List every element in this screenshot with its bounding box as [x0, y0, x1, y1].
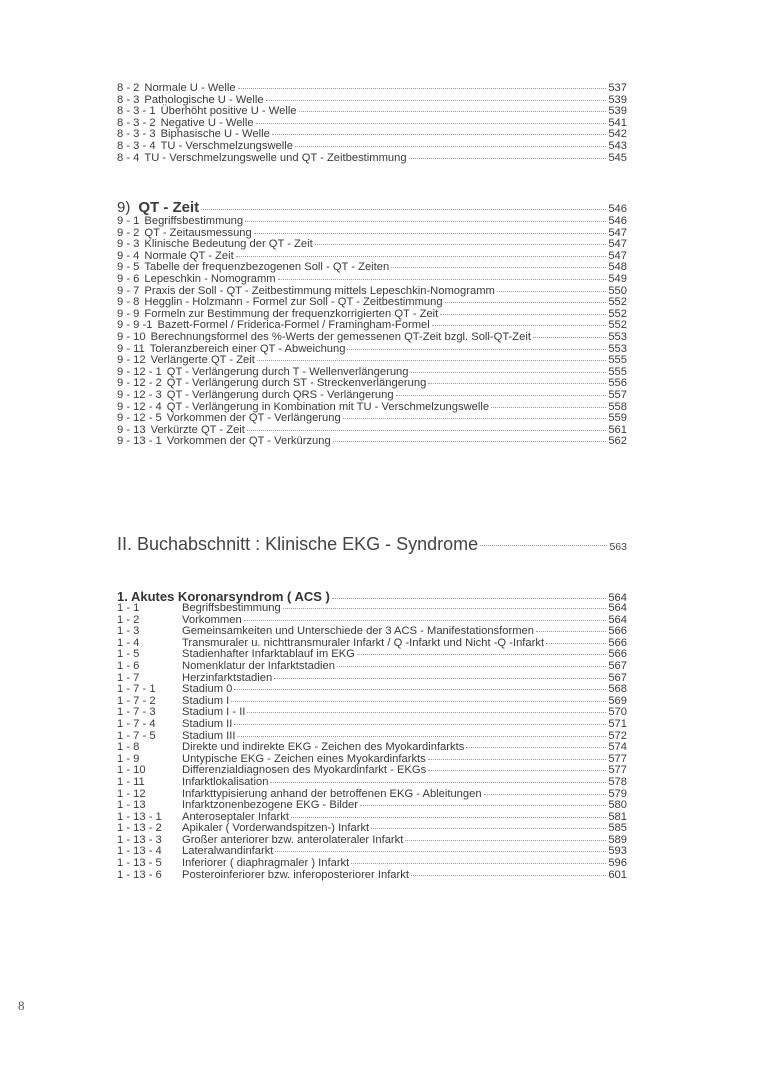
toc-entry[interactable] [117, 83, 627, 95]
toc-entry-page: 564 [608, 602, 627, 614]
toc-entry[interactable] [117, 216, 627, 228]
toc-entry-title: Untypische EKG - Zeichen eines Myokardinfarkts [182, 752, 426, 765]
toc-entry-title: QT - Verlängerung durch T - Wellenverlängerung [166, 365, 409, 378]
toc-entry[interactable] [117, 661, 627, 673]
toc-entry-page: 561 [608, 423, 627, 436]
toc-entry-number: 1 - 4 [117, 636, 140, 649]
toc-entry-number: 1 - 7 [117, 671, 140, 684]
toc-entry-page: 555 [608, 365, 627, 378]
dot-leader [245, 221, 606, 222]
toc-entry-title: Verkürzte QT - Zeit [150, 423, 245, 436]
toc-entry-title: Transmuraler u. nichttransmuraler Infarkt / Q -Infarkt und Nicht -Q -Infarkt [182, 636, 545, 649]
dot-leader [234, 724, 606, 725]
toc-entry-number: 1 - 13 - 2 [117, 822, 162, 835]
toc-section-8 [117, 83, 627, 164]
toc-entry[interactable] [117, 274, 627, 286]
toc-entry-number: 9 - 5 [117, 261, 140, 274]
dot-leader [371, 828, 606, 829]
dot-leader [256, 123, 607, 124]
toc-entry-page: 537 [608, 82, 627, 94]
toc-entry-title: Formeln zur Bestimmung der frequenzkorrigierten QT - Zeit [144, 307, 439, 320]
toc-entry[interactable] [117, 603, 627, 615]
toc-entry-page: 543 [608, 139, 627, 152]
toc-entry-title: Posteroinferiorer bzw. inferoposteriorer Infarkt [182, 868, 409, 881]
dot-leader [411, 372, 607, 373]
toc-entry-title: Stadium III [182, 729, 236, 742]
toc-entry-title: Direkte und indirekte EKG - Zeichen des Myokardinfarkts [182, 741, 465, 754]
dot-leader [491, 407, 606, 408]
toc-entry[interactable] [117, 141, 627, 153]
toc-entry-number: 8 - 4 [117, 151, 140, 164]
dot-leader [445, 302, 607, 303]
toc-entry-title: QT - Zeitausmessung [144, 226, 252, 239]
toc-entry-title: QT - Verlängerung in Kombination mit TU - Verschmelzungswelle [166, 400, 490, 413]
toc-entry-title: Lateralwandinfarkt [182, 845, 274, 858]
toc-entry-title: Toleranzbereich einer QT - Abweichung [149, 342, 346, 355]
dot-leader [201, 209, 606, 210]
toc-entry-title: Biphasische U - Welle [160, 128, 270, 141]
toc-entry-title: Pathologische U - Welle [144, 93, 264, 106]
dot-leader [428, 770, 606, 771]
toc-entry-number: 1 - 13 - 5 [117, 857, 162, 870]
dot-leader [428, 759, 607, 760]
toc-entry-number: 1 - 7 - 4 [117, 717, 156, 730]
dot-leader [351, 863, 606, 864]
dot-leader [391, 267, 606, 268]
toc-heading-part-2[interactable] [117, 534, 627, 554]
toc-entry-title: Nomenklatur der Infarktstadien [182, 659, 335, 672]
toc-entry-page: 568 [608, 683, 627, 696]
toc-entry-number: 8 - 3 [117, 93, 140, 106]
dot-leader [234, 689, 606, 690]
toc-entry-number: 9 - 10 [117, 330, 146, 343]
toc-entry-page: 580 [608, 799, 627, 812]
toc-section-9-entries [117, 216, 627, 448]
toc-entry-number: 9 - 13 - 1 [117, 435, 162, 448]
toc-entry[interactable] [117, 719, 627, 731]
dot-leader [237, 736, 606, 737]
toc-entry-title: Stadium 0 [182, 683, 233, 696]
toc-entry-number: 1 - 10 [117, 764, 146, 777]
toc-entry-page: 577 [608, 764, 627, 777]
dot-leader [247, 712, 606, 713]
toc-entry-number: 1 - 1 [117, 602, 140, 614]
dot-leader [480, 545, 607, 546]
toc-entry-number: 9 - 12 - 5 [117, 412, 162, 425]
toc-entry-number: 1 - 13 [117, 799, 146, 812]
dot-leader [278, 279, 607, 280]
toc-entry-page: 566 [608, 625, 627, 638]
toc-entry[interactable] [117, 436, 627, 448]
dot-leader [347, 349, 606, 350]
toc-entry-page: 596 [608, 857, 627, 870]
toc-entry-page: 585 [608, 822, 627, 835]
toc-entry-number: 9 - 1 [117, 215, 140, 227]
toc-section-9 [117, 200, 627, 448]
toc-entry-page: 547 [608, 249, 627, 262]
toc-entry-page: 574 [608, 741, 627, 754]
toc-entry-page: 578 [608, 775, 627, 788]
toc-entry-number: 1 - 8 [117, 741, 140, 754]
toc-entry[interactable] [117, 858, 627, 870]
toc-entry-title: Lepeschkin - Nomogramm [144, 272, 276, 285]
toc-entry-number: 8 - 3 - 1 [117, 105, 156, 118]
toc-entry-page: 570 [608, 706, 627, 719]
toc-entry-page: 566 [608, 648, 627, 661]
toc-entry-number: 9 - 12 - 1 [117, 365, 162, 378]
toc-entry-number: 9 - 11 [117, 342, 145, 355]
dot-leader [337, 666, 606, 667]
toc-entry-title: Klinische Bedeutung der QT - Zeit [144, 238, 313, 251]
toc-entry-page: 566 [608, 636, 627, 649]
toc-entry-title: Inferiorer ( diaphragmaler ) Infarkt [182, 857, 350, 870]
dot-leader [409, 158, 607, 159]
toc-entry-number: 1 - 11 [117, 775, 145, 788]
toc-entry-title: Bazett-Formel / Friderica-Formel / Framingham-Formel [157, 319, 430, 332]
dot-leader [360, 805, 606, 806]
toc-entry-number: 8 - 3 - 4 [117, 139, 156, 152]
toc-entry-title: QT - Zeit [138, 199, 200, 216]
toc-entry[interactable] [117, 742, 627, 754]
toc-entry-number: 9) [117, 199, 131, 216]
toc-entry[interactable] [117, 390, 627, 402]
toc-entry-title: Stadium II [182, 717, 233, 730]
dot-leader [343, 418, 607, 419]
toc-entry-page: 572 [608, 729, 627, 742]
toc-entry-page: 547 [608, 238, 627, 251]
dot-leader [440, 314, 606, 315]
dot-leader [315, 244, 607, 245]
toc-entry-page: 559 [608, 412, 627, 425]
toc-entry-title: Normale QT - Zeit [144, 249, 234, 262]
toc-heading-qt-zeit[interactable] [117, 200, 627, 215]
dot-leader [283, 608, 607, 609]
toc-entry-number: 1 - 7 - 2 [117, 694, 156, 707]
toc-entry-page: 556 [608, 377, 627, 390]
toc-entry-title: Infarkttypisierung anhand der betroffenen EKG - Ableitungen [182, 787, 482, 800]
toc-entry-page: 564 [608, 613, 627, 626]
dot-leader [236, 256, 607, 257]
dot-leader [332, 598, 606, 599]
toc-entry-page: 542 [608, 128, 627, 141]
toc-entry-number: 9 - 12 - 2 [117, 377, 162, 390]
toc-section-1-entries [117, 603, 627, 881]
dot-leader [274, 678, 606, 679]
toc-entry-page: 558 [608, 400, 627, 413]
dot-leader [536, 631, 606, 632]
toc-entry-page: 567 [608, 671, 627, 684]
toc-entry-title: Begriffsbestimmung [144, 215, 244, 227]
dot-leader [244, 620, 607, 621]
toc-entry[interactable] [117, 413, 627, 425]
toc-entry-title: Vorkommen [182, 613, 242, 626]
dot-leader [295, 146, 606, 147]
toc-entry-title: Stadium I [182, 694, 230, 707]
dot-leader [411, 875, 606, 876]
toc-entry-page: 549 [608, 272, 627, 285]
toc-entry-page: 569 [608, 694, 627, 707]
toc-entry-page: 539 [608, 105, 627, 118]
toc-entry-number: 9 - 13 [117, 423, 146, 436]
toc-entry-number: 9 - 4 [117, 249, 140, 262]
toc-entry-title: Stadium I - II [182, 706, 246, 719]
toc-entry-number: 1 - 3 [117, 625, 140, 638]
toc-entry-title: Infarktlokalisation [182, 775, 269, 788]
toc-entry-page: 539 [608, 93, 627, 106]
dot-leader [396, 395, 607, 396]
toc-entry-number: 8 - 3 - 3 [117, 128, 156, 141]
toc-entry-number: 1 - 12 [117, 787, 146, 800]
toc-entry-title: Infarktzonenbezogene EKG - Bilder [182, 799, 358, 812]
toc-entry-title: Anteroseptaler Infarkt [182, 810, 289, 823]
toc-entry-title: Großer anteriorer bzw. anterolateraler Infarkt [182, 833, 404, 846]
toc-entry-title: Herzinfarktstadien [182, 671, 273, 684]
toc-entry-number: 1 - 6 [117, 659, 140, 672]
dot-leader [405, 840, 606, 841]
toc-entry-number: 9 - 7 [117, 284, 140, 297]
toc-entry-page: 563 [609, 541, 627, 553]
dot-leader [254, 233, 607, 234]
toc-entry[interactable] [117, 777, 627, 789]
toc-entry-page: 562 [608, 435, 627, 448]
toc-entry-title: Überhöht positive U - Welle [160, 105, 297, 118]
toc-entry-number: 9 - 6 [117, 272, 140, 285]
toc-entry-title: 1. Akutes Koronarsyndrom ( ACS ) [117, 589, 330, 604]
toc-entry-title: Stadienhafter Infarktablauf im EKG [182, 648, 355, 661]
toc-entry-title: TU - Verschmelzungswelle und QT - Zeitbestimmung [144, 151, 407, 164]
dot-leader [266, 100, 607, 101]
toc-part-2 [117, 534, 627, 554]
dot-leader [432, 325, 607, 326]
toc-entry-page: 553 [608, 330, 627, 343]
toc-entry[interactable] [117, 870, 627, 882]
toc-entry-title: Verlängerte QT - Zeit [150, 354, 255, 367]
toc-entry-number: 1 - 5 [117, 648, 140, 661]
toc-entry-title: QT - Verlängerung durch ST - Streckenverlängerung [166, 377, 427, 390]
toc-entry-number: 9 - 8 [117, 296, 140, 309]
toc-entry-page: 579 [608, 787, 627, 800]
toc-entry-number: 1 - 2 [117, 613, 140, 626]
toc-entry-title: Vorkommen der QT - Verlängerung [166, 412, 341, 425]
toc-entry-page: 577 [608, 752, 627, 765]
dot-leader [533, 337, 606, 338]
toc-entry-number: 8 - 3 - 2 [117, 116, 156, 129]
dot-leader [357, 654, 606, 655]
dot-leader [466, 747, 606, 748]
toc-entry-page: 552 [608, 307, 627, 320]
toc-entry-page: 555 [608, 354, 627, 367]
toc-entry-number: 1 - 7 - 3 [117, 706, 156, 719]
toc-entry-page: 552 [608, 319, 627, 332]
toc-entry-title: Begriffsbestimmung [182, 602, 281, 614]
toc-entry-number: 8 - 2 [117, 82, 140, 94]
toc-entry-number: 1 - 13 - 4 [117, 845, 162, 858]
toc-entry-number: 9 - 9 [117, 307, 140, 320]
toc-entry[interactable] [117, 684, 627, 696]
toc-entry-number: 1 - 7 - 5 [117, 729, 156, 742]
toc-entry[interactable] [117, 800, 627, 812]
toc-entry-page: 581 [608, 810, 627, 823]
toc-entry-title: Praxis der Soll - QT - Zeitbestimmung mittels Lepeschkin-Nomogramm [144, 284, 495, 297]
toc-entry-title: Vorkommen der QT - Verkürzung [166, 435, 331, 448]
dot-leader [247, 430, 606, 431]
toc-entry-title: Hegglin - Holzmann - Formel zur Soll - QT - Zeitbestimmung [144, 296, 443, 309]
dot-leader [257, 360, 606, 361]
toc-entry-number: 9 - 2 [117, 226, 140, 239]
toc-entry-number: 9 - 12 - 3 [117, 388, 162, 401]
toc-entry-title: Berechnungsformel des %-Werts der gemessenen QT-Zeit bzgl. Soll-QT-Zeit [150, 330, 531, 343]
toc-entry-page: 553 [608, 342, 627, 355]
toc-entry-title: II. Buchabschnitt : Klinische EKG - Syndrome [117, 534, 479, 554]
toc-section-1 [117, 590, 627, 881]
toc-entry[interactable] [117, 153, 627, 165]
dot-leader [333, 441, 607, 442]
dot-leader [272, 134, 607, 135]
toc-entry-title: Apikaler ( Vorderwandspitzen-) Infarkt [182, 822, 370, 835]
toc-entry-page: 567 [608, 659, 627, 672]
toc-entry[interactable] [117, 355, 627, 367]
toc-entry-page: 548 [608, 261, 627, 274]
dot-leader [484, 794, 607, 795]
toc-entry-page: 557 [608, 388, 627, 401]
toc-entry-number: 1 - 13 - 6 [117, 868, 162, 881]
toc-entry-title: Gemeinsamkeiten und Unterschiede der 3 ACS - Manifestationsformen [182, 625, 534, 638]
toc-entry-page: 571 [608, 717, 627, 730]
toc-entry-title: Negative U - Welle [160, 116, 254, 129]
toc-entry-page: 545 [608, 151, 627, 164]
dot-leader [291, 817, 606, 818]
toc-entry-page: 546 [608, 215, 627, 227]
toc-entry-number: 1 - 13 - 1 [117, 810, 162, 823]
page-number: 8 [18, 998, 25, 1013]
toc-entry-number: 1 - 9 [117, 752, 140, 765]
toc-entry[interactable] [117, 297, 627, 309]
toc-entry-page: 550 [608, 284, 627, 297]
toc-entry-page: 589 [608, 833, 627, 846]
toc-entry-number: 9 - 12 [117, 354, 146, 367]
toc-entry-title: Normale U - Welle [144, 82, 236, 94]
toc-entry-number: 9 - 12 - 4 [117, 400, 162, 413]
dot-leader [428, 383, 606, 384]
dot-leader [270, 782, 606, 783]
dot-leader [275, 851, 606, 852]
dot-leader [238, 88, 607, 89]
dot-leader [231, 701, 606, 702]
toc-entry-page: 601 [608, 868, 627, 881]
toc-entry-title: TU - Verschmelzungswelle [160, 139, 293, 152]
toc-entry-page: 564 [608, 592, 627, 604]
toc-entry-number: 1 - 7 - 1 [117, 683, 156, 696]
toc-entry-number: 9 - 3 [117, 238, 140, 251]
toc-entry-title: QT - Verlängerung durch QRS - Verlängerung [166, 388, 394, 401]
dot-leader [299, 111, 607, 112]
dot-leader [546, 643, 606, 644]
dot-leader [497, 291, 606, 292]
toc-entry-number: 1 - 13 - 3 [117, 833, 162, 846]
toc-entry[interactable] [117, 332, 627, 344]
toc-entry-page: 541 [608, 116, 627, 129]
toc-entry-page: 593 [608, 845, 627, 858]
toc-entry-page: 547 [608, 226, 627, 239]
toc-entry-title: Tabelle der frequenzbezogenen Soll - QT - Zeiten [144, 261, 390, 274]
toc-entry-number: 9 - 9 -1 [117, 319, 153, 332]
toc-entry-page: 546 [608, 203, 627, 215]
toc-entry-page: 552 [608, 296, 627, 309]
toc-entry-title: Differenzialdiagnosen des Myokardinfarkt - EKGs [182, 764, 427, 777]
